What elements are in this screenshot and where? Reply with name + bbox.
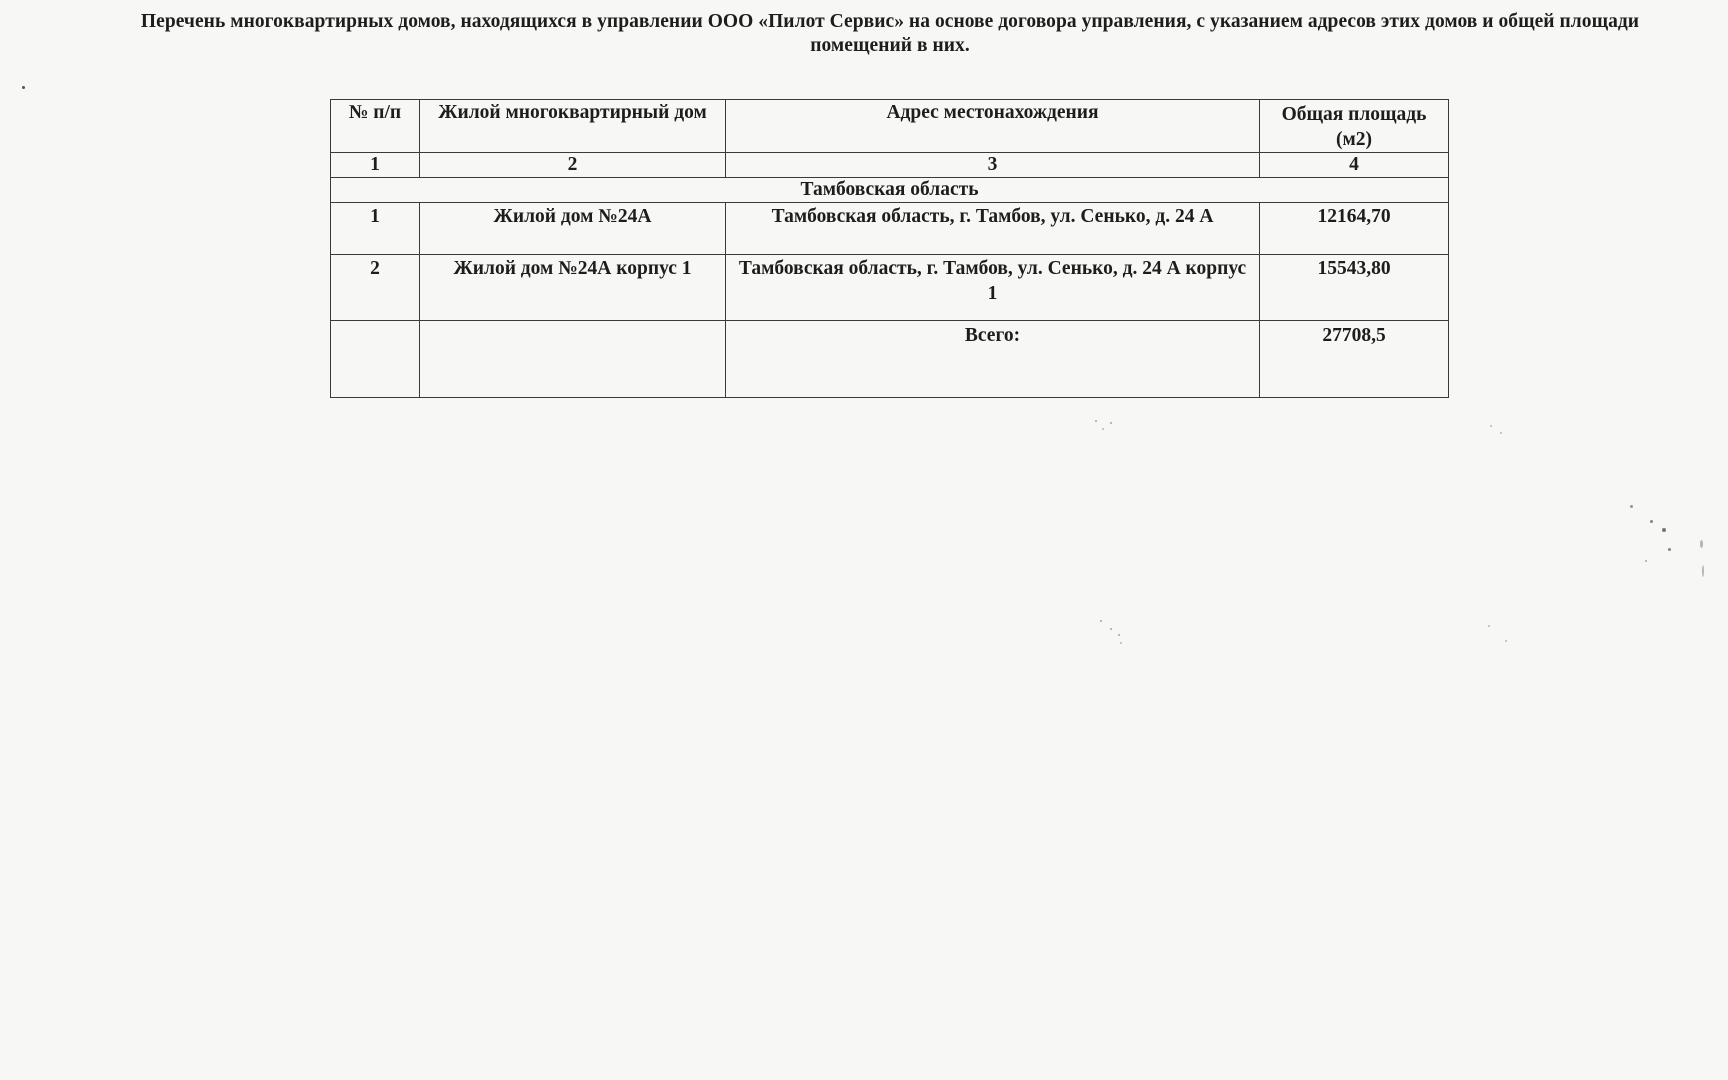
row-house: Жилой дом №24А [420,203,726,255]
column-number: 1 [331,153,420,178]
total-label: Всего: [726,321,1260,398]
row-area: 12164,70 [1260,203,1449,255]
region-row [331,178,1449,203]
page-title: Перечень многоквартирных домов, находящихся в управлении ООО «Пилот Сервис» на основе договора управления, с указанием адресов этих домов и общей площади помещений в них. [140,11,1640,56]
total-value: 27708,5 [1260,321,1449,398]
table-header-row [331,100,1449,153]
row-address: Тамбовская область, г. Тамбов, ул. Сенько, д. 24 А [726,203,1260,255]
region-label: Тамбовская область [331,178,1449,203]
row-house: Жилой дом №24А корпус 1 [420,255,726,321]
row-address: Тамбовская область, г. Тамбов, ул. Сенько, д. 24 А корпус 1 [726,255,1260,321]
header-address: Адрес местонахождения [726,100,1260,153]
table-row [331,203,1449,255]
total-empty-cell [420,321,726,398]
header-house: Жилой многоквартирный дом [420,100,726,153]
row-num: 1 [331,203,420,255]
total-row [331,321,1449,398]
column-number: 4 [1260,153,1449,178]
row-num: 2 [331,255,420,321]
header-area: Общая площадь (м2) [1260,100,1449,153]
column-number-row [331,153,1449,178]
column-number: 3 [726,153,1260,178]
header-num: № п/п [331,100,420,153]
row-area: 15543,80 [1260,255,1449,321]
housing-table [330,99,1449,398]
total-empty-cell [331,321,420,398]
column-number: 2 [420,153,726,178]
table-row [331,255,1449,321]
